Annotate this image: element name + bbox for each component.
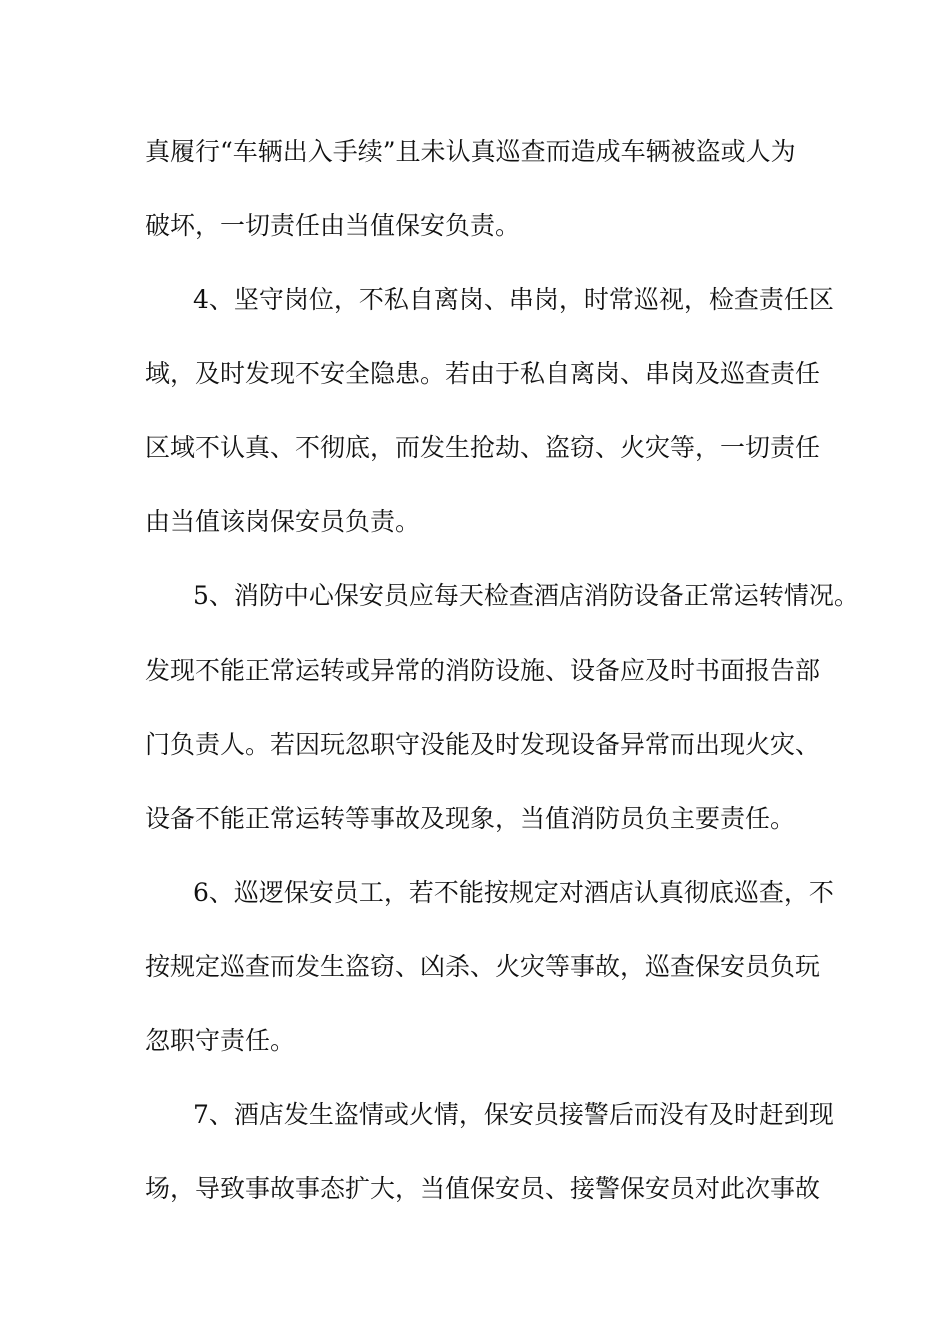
paragraph-start-line: 4、坚守岗位，不私自离岗、串岗，时常巡视，检查责任区 (193, 285, 834, 314)
text-line: 按规定巡查而发生盗窃、凶杀、火灾等事故，巡查保安员负玩 (145, 952, 821, 981)
text-line: 忽职守责任。 (145, 1026, 296, 1055)
paragraph-start-line: 5、消防中心保安员应每天检查酒店消防设备正常运转情况。 (193, 581, 859, 610)
text-line: 设备不能正常运转等事故及现象，当值消防员负主要责任。 (145, 804, 796, 833)
text-line: 发现不能正常运转或异常的消防设施、设备应及时书面报告部 (145, 656, 821, 685)
paragraph-start-line: 6、巡逻保安员工，若不能按规定对酒店认真彻底巡查，不 (193, 878, 834, 907)
text-line: 门负责人。若因玩忽职守没能及时发现设备异常而出现火灾、 (145, 730, 821, 759)
text-line: 区域不认真、不彻底，而发生抢劫、盗窃、火灾等，一切责任 (145, 433, 821, 462)
paragraph-start-line: 7、酒店发生盗情或火情，保安员接警后而没有及时赶到现 (193, 1100, 834, 1129)
text-line: 由当值该岗保安员负责。 (145, 507, 421, 536)
text-line: 真履行“车辆出入手续”且未认真巡查而造成车辆被盗或人为 (145, 137, 796, 166)
text-line: 域，及时发现不安全隐患。若由于私自离岗、串岗及巡查责任 (145, 359, 821, 388)
text-line: 破坏，一切责任由当值保安负责。 (145, 211, 521, 240)
text-line: 场，导致事故事态扩大，当值保安员、接警保安员对此次事故 (145, 1174, 821, 1203)
